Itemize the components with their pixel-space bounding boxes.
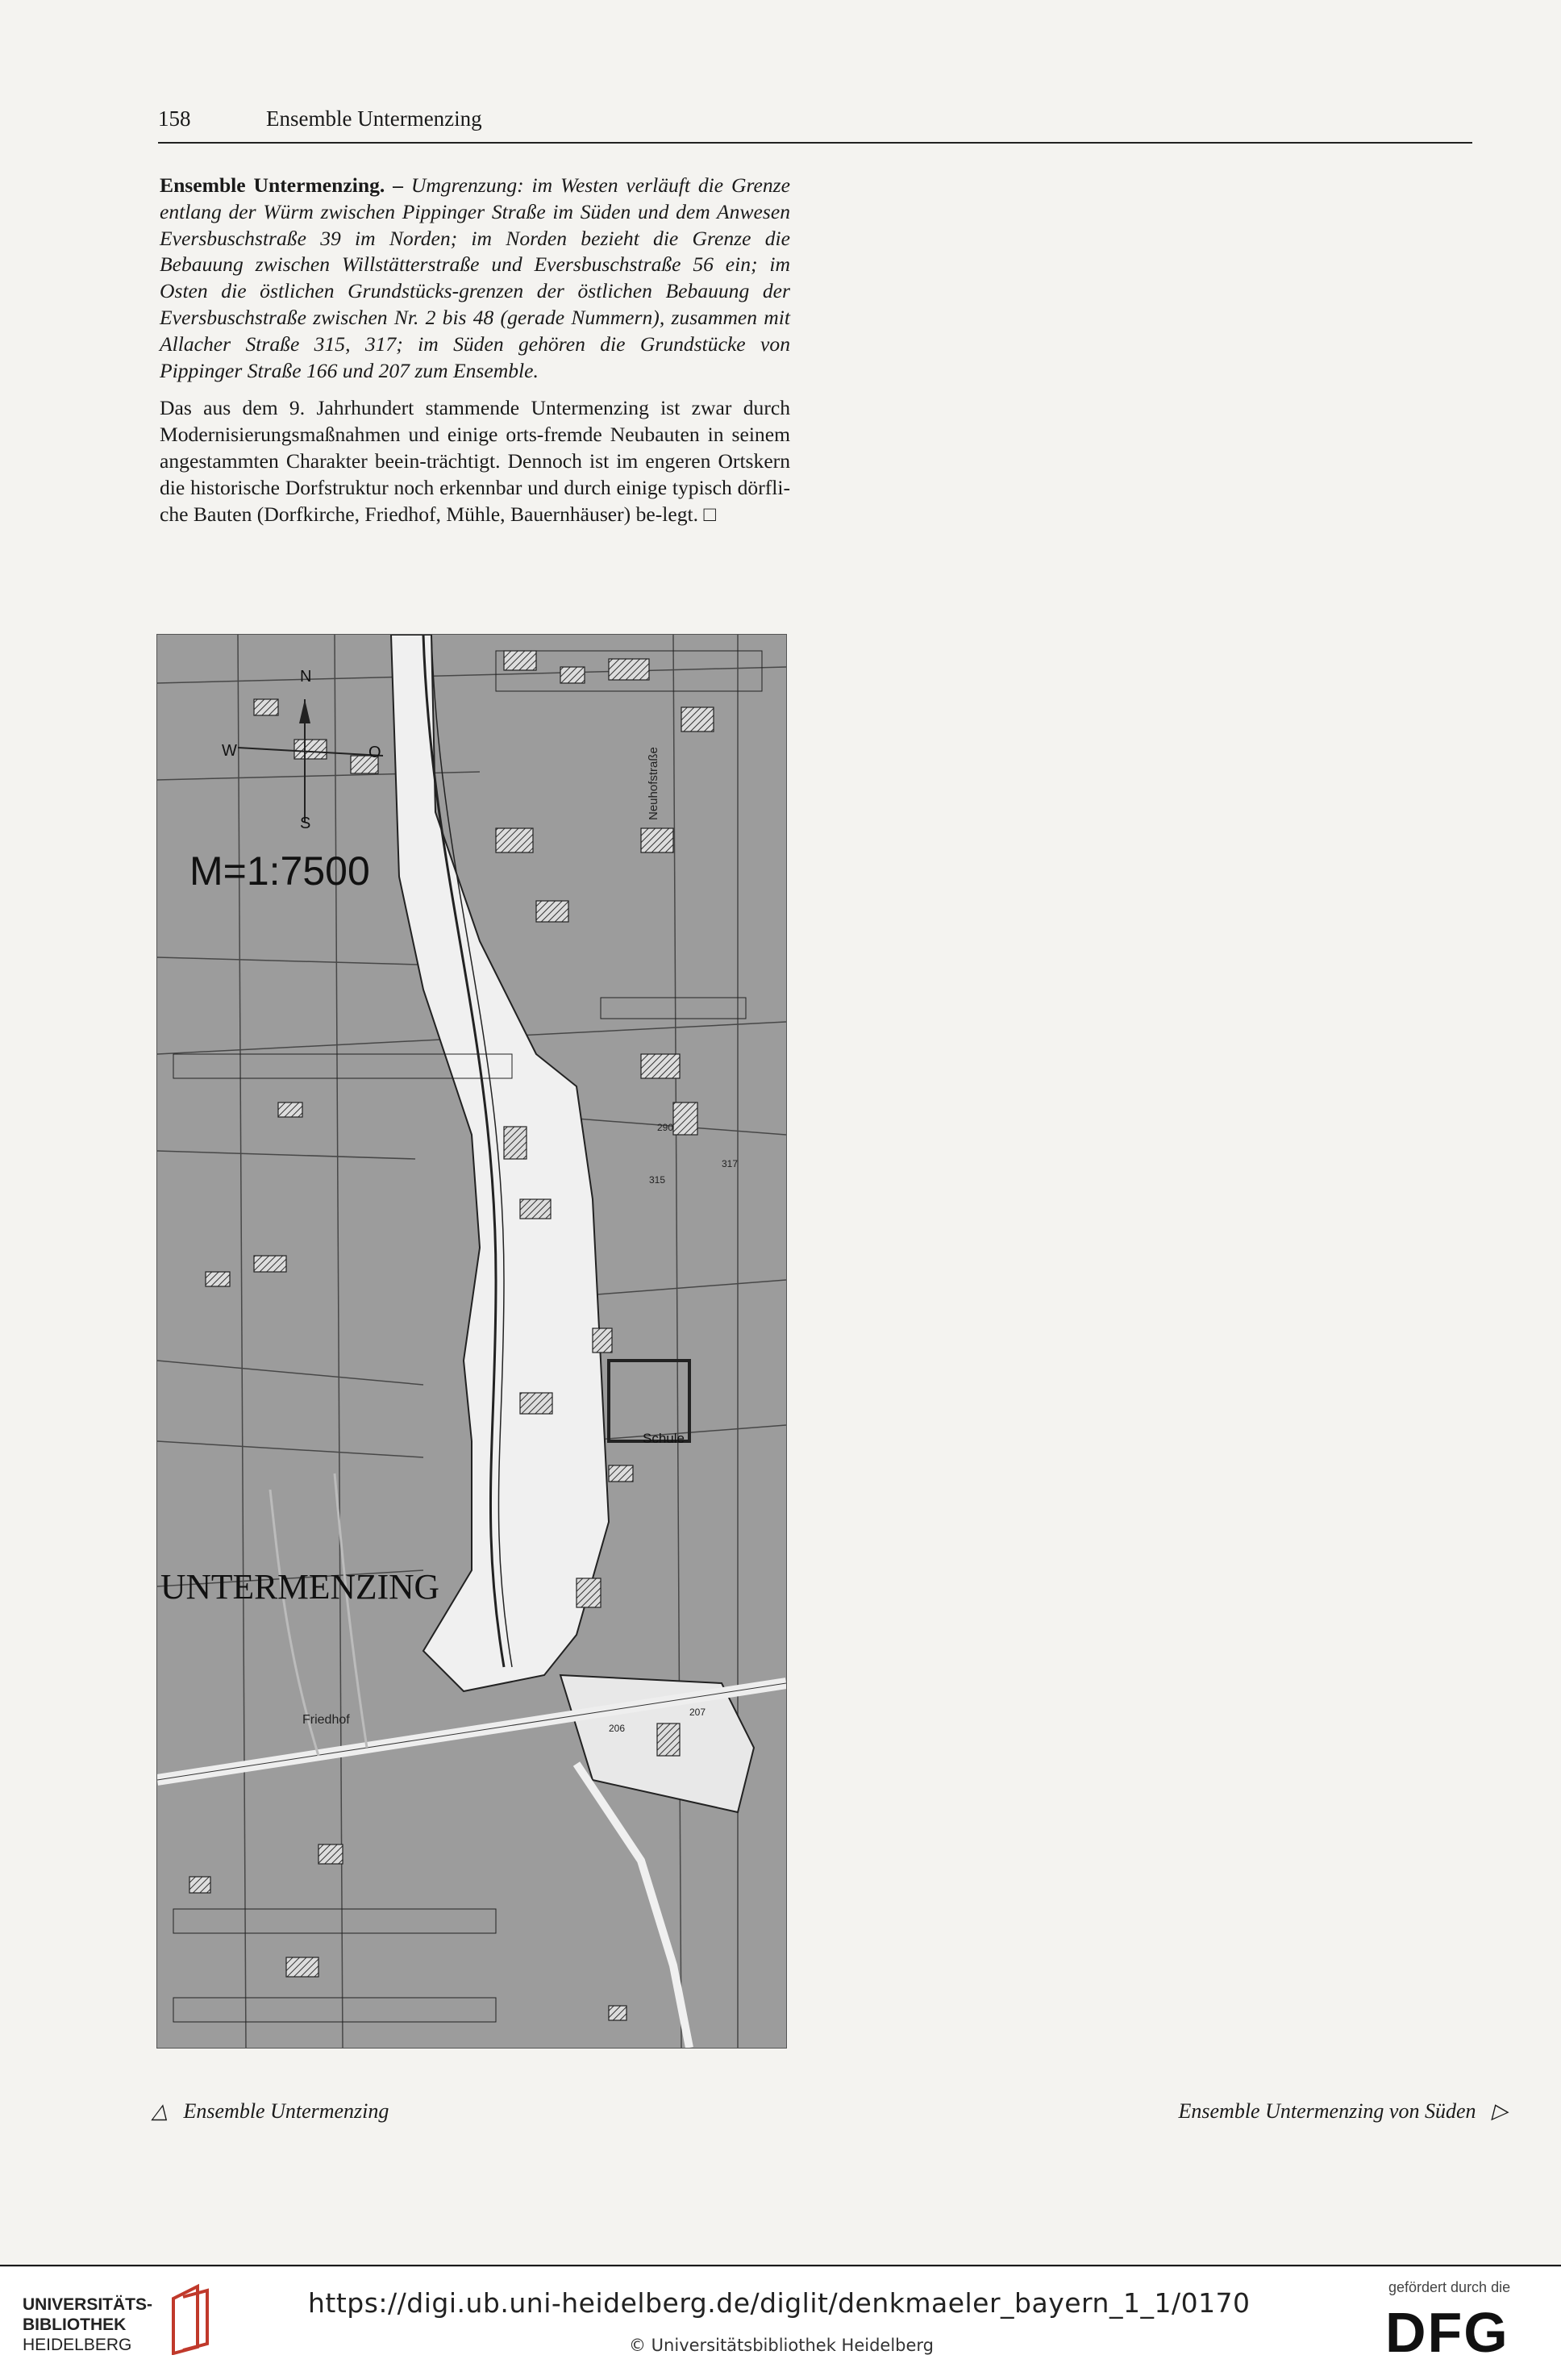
map-drawing [157, 635, 786, 2048]
document-url-link[interactable]: https://digi.ub.uni-heidelberg.de/diglit/denkmaeler_bayern_1_1/0170 [308, 2287, 1251, 2319]
triangle-up-icon: △ [152, 2099, 168, 2123]
cemetery-label: Friedhof [302, 1713, 350, 1727]
number-317: 317 [722, 1158, 739, 1169]
triangle-right-icon: ▷ [1492, 2099, 1508, 2123]
caption-right-text: Ensemble Untermenzing von Süden [1178, 2099, 1476, 2123]
caption-right [1179, 2099, 1508, 2124]
caption-left-text: Ensemble Untermenzing [183, 2099, 389, 2123]
compass-west: W [222, 742, 237, 760]
running-title: Ensemble Untermenzing [266, 106, 482, 131]
page-number: 158 [158, 106, 191, 131]
compass-east: O [368, 744, 381, 761]
history-paragraph [160, 395, 790, 527]
compass-north: N [300, 668, 312, 686]
scale-label: M=1:7500 [189, 848, 370, 894]
boundary-paragraph [160, 173, 790, 384]
footer-bar [0, 2266, 1561, 2380]
end-mark: □ [703, 502, 716, 526]
school-label: Schule [643, 1431, 685, 1446]
copyright-notice: © Universitätsbibliothek Heidelberg [629, 2336, 935, 2355]
number-315: 315 [649, 1174, 666, 1186]
number-290: 290 [657, 1122, 674, 1133]
text-block [160, 173, 790, 539]
lead-heading: Ensemble Untermenzing. – [160, 173, 403, 197]
number-207: 207 [689, 1707, 706, 1718]
dfg-logo[interactable]: DFG [1385, 2301, 1509, 2364]
funded-by-label: gefördert durch die [1388, 2279, 1511, 2295]
boundary-description: Umgrenzung: im Westen verläuft die Grenze entlang der Würm zwischen Pippinger Straße im Süden und dem Anwesen Eversbuschstraße 39 im Norden; im Norden bezieht die Grenze die Bebauung zwischen Willstätterstraße und Eversbuschstraße 56 ein; im Osten die östlichen Grundstücks-grenzen der östlichen Bebauung der Eversbuschstraße zwischen Nr. 2 bis 48 (gerade Nummern), zusammen mit Allacher Straße 315, 317; im Süden gehören die Grundstücke von Pippinger Straße 166 und 207 zum Ensemble. [160, 173, 790, 382]
university-library-logo[interactable] [23, 2295, 152, 2355]
uni-logo-line3: HEIDELBERG [23, 2336, 132, 2354]
place-name-label: UNTERMENZING [160, 1567, 439, 1607]
library-mark-icon [165, 2282, 214, 2355]
street-label: Neuhofstraße [647, 747, 660, 820]
running-head [158, 106, 1472, 144]
number-206: 206 [609, 1723, 626, 1734]
ensemble-map [156, 634, 787, 2049]
uni-logo-line2: BIBLIOTHEK [23, 2315, 127, 2334]
uni-logo-line1: UNIVERSITÄTS- [23, 2295, 153, 2314]
caption-left [152, 2099, 389, 2124]
compass-south: S [300, 815, 311, 832]
history-text: Das aus dem 9. Jahrhundert stammende Untermenzing ist zwar durch Modernisierungsmaßnahmen und einige orts-fremde Neubauten in seinem angestammten Charakter beein-trächtigt. Dennoch ist im engeren Ortskern die historische Dorfstruktur noch erkennbar und durch einige typisch dörfli-che Bauten (Dorfkirche, Friedhof, Mühle, Bauernhäuser) be-legt. [160, 396, 790, 526]
